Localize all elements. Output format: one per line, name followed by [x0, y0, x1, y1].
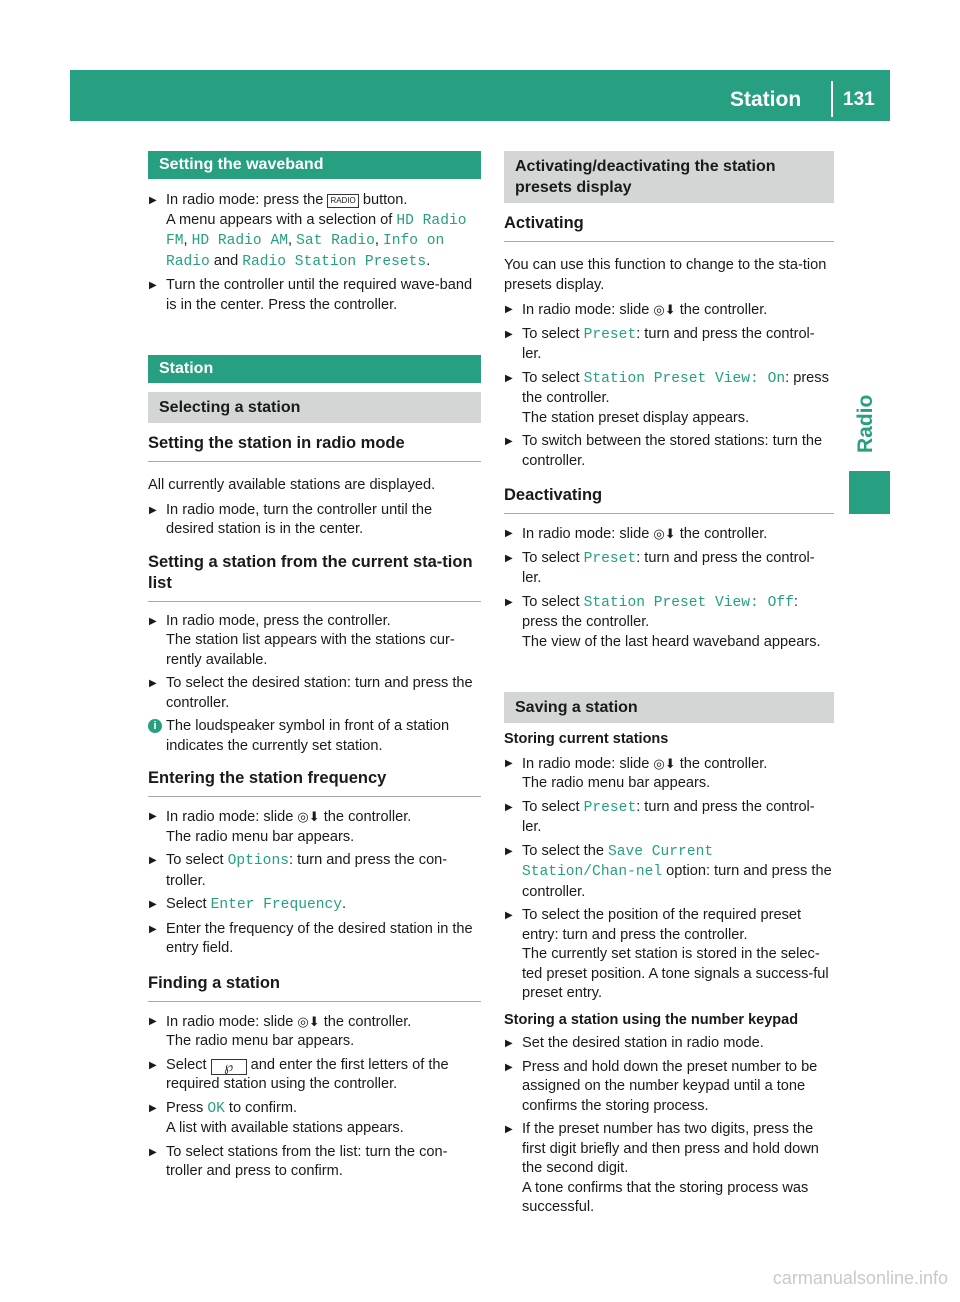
menu-item-options: Options: [227, 853, 289, 869]
menu-item-hd-am: HD Radio AM: [191, 233, 288, 249]
list-item: ▶ To select stations from the list: turn the con-troller and press to confirm.: [148, 1143, 481, 1182]
menu-item-info: Info on Radio: [166, 233, 445, 270]
heading-saving: Saving a station: [504, 692, 834, 723]
menu-item-preset-view-on: Station Preset View: On: [583, 370, 786, 387]
storing-current-steps: [504, 754, 834, 1004]
list-item: ▶ To select Preset: turn and press the control-ler.: [504, 549, 834, 589]
info-icon: i: [148, 719, 162, 733]
heading-setting-radio: Setting the station in radio mode: [148, 433, 481, 462]
chapter-marker: [849, 471, 890, 514]
subheading-storing-keypad: Storing a station using the number keypad: [504, 1011, 799, 1028]
list-item: ▶ To select Station Preset View: On: press the controller. The station preset display appears.: [504, 369, 834, 429]
header-divider: [831, 81, 833, 117]
right-column: [504, 151, 834, 1218]
radio-button-icon: RADIO: [327, 194, 358, 208]
list-item: ▶ In radio mode: slide ◎⬇ the controller.: [504, 300, 834, 321]
heading-from-list: Setting a station from the current sta-tion list: [148, 552, 481, 602]
heading-activating: Activating: [504, 213, 834, 242]
heading-deactivating: Deactivating: [504, 485, 834, 514]
list-item: ▶ If the preset number has two digits, press the first digit briefly and then press and hold down the second digit. A tone confirms that the storing process was successful.: [504, 1120, 834, 1218]
list-item: ▶ In radio mode, press the controller. The station list appears with the stations cur-rently available.: [148, 612, 481, 671]
waveband-steps: [148, 191, 481, 315]
controller-slide-icon: ◎⬇: [653, 302, 676, 317]
section-title: Station: [730, 88, 802, 111]
list-item: ▶ To select Station Preset View: Off: press the controller. The view of the last heard waveband appears.: [504, 593, 834, 653]
list-item: ▶ Select Enter Frequency.: [148, 895, 481, 916]
chapter-label: Radio: [854, 394, 877, 453]
info-note: i The loudspeaker symbol in front of a station indicates the currently set station.: [148, 717, 481, 756]
frequency-steps: [148, 807, 481, 959]
controller-slide-icon: ◎⬇: [297, 1013, 320, 1029]
heading-activating-deactivating: Activating/deactivating the station presets display: [504, 151, 834, 203]
menu-item-sat: Sat Radio: [296, 233, 375, 249]
from-list-steps: [148, 612, 481, 714]
menu-item-save-current-station: Save Current Station/Chan-nel: [522, 843, 714, 880]
list-item: ▶ In radio mode: slide ◎⬇ the controller. The radio menu bar appears.: [148, 1012, 481, 1052]
heading-waveband: Setting the waveband: [148, 151, 481, 179]
controller-slide-icon: ◎⬇: [653, 755, 676, 771]
list-item: ▶ To select the desired station: turn and press the controller.: [148, 674, 481, 713]
heading-frequency: Entering the station frequency: [148, 768, 481, 797]
paragraph: All currently available stations are displayed.: [148, 477, 436, 493]
list-item: ▶ In radio mode: slide ◎⬇ the controller.: [504, 524, 834, 545]
subheading-storing-current: Storing current stations: [504, 731, 669, 747]
menu-item-ok: OK: [207, 1100, 225, 1117]
list-item: ▶ In radio mode, turn the controller until the desired station is in the center.: [148, 501, 481, 540]
list-item: ▶ Set the desired station in radio mode.: [504, 1034, 834, 1054]
deactivating-steps: [504, 524, 834, 652]
search-icon: ℘: [211, 1059, 247, 1075]
setting-radio-steps: [148, 501, 481, 540]
list-item: ▶ Select ℘ and enter the first letters of the required station using the controller.: [148, 1056, 481, 1095]
paragraph: You can use this function to change to the sta-tion presets display.: [504, 257, 827, 293]
heading-station: Station: [148, 355, 481, 383]
list-item: ▶ To switch between the stored stations: turn the controller.: [504, 432, 834, 471]
menu-item-enter-frequency: Enter Frequency: [210, 897, 342, 913]
heading-selecting: Selecting a station: [148, 392, 481, 423]
list-item: ▶ Turn the controller until the required wave-band is in the center. Press the controller.: [148, 276, 481, 315]
left-column: [148, 151, 481, 1182]
menu-item-presets: Radio Station Presets: [242, 253, 427, 270]
list-item: ▶ In radio mode: press the RADIO button. A menu appears with a selection of HD Radio FM, HD Radio AM, Sat Radio, Info on Radio and Radio Station Presets.: [148, 191, 481, 272]
list-item: ▶ Enter the frequency of the desired station in the entry field.: [148, 920, 481, 959]
menu-item-preset: Preset: [583, 550, 637, 567]
list-item: ▶ To select the position of the required preset entry: turn and press the controller. The currently set station is stored in the selec-ted preset position. A tone signals a success-ful preset entry.: [504, 906, 834, 1004]
watermark: carmanualsonline.info: [772, 1267, 948, 1288]
controller-slide-icon: ◎⬇: [653, 526, 676, 541]
menu-item-preset: Preset: [583, 326, 637, 343]
storing-keypad-steps: [504, 1034, 834, 1218]
controller-slide-icon: ◎⬇: [297, 809, 320, 824]
list-item: ▶ To select Options: turn and press the con-troller.: [148, 851, 481, 891]
menu-item-preset-view-off: Station Preset View: Off: [583, 594, 794, 611]
list-item: ▶ To select Preset: turn and press the control-ler.: [504, 325, 834, 365]
list-item: ▶ To select the Save Current Station/Chan-nel option: turn and press the controller.: [504, 842, 834, 903]
list-item: ▶ Press OK to confirm. A list with available stations appears.: [148, 1099, 481, 1139]
finding-steps: [148, 1012, 481, 1182]
menu-item-hd-fm: HD Radio FM: [166, 212, 467, 249]
list-item: ▶ Press and hold down the preset number to be assigned on the number keypad until a tone confirms the storing process.: [504, 1058, 834, 1117]
heading-finding: Finding a station: [148, 973, 481, 1002]
menu-item-preset: Preset: [583, 799, 637, 816]
list-item: ▶ In radio mode: slide ◎⬇ the controller. The radio menu bar appears.: [504, 754, 834, 794]
list-item: ▶ In radio mode: slide ◎⬇ the controller. The radio menu bar appears.: [148, 807, 481, 847]
list-item: ▶ To select Preset: turn and press the control-ler.: [504, 798, 834, 838]
page-number: 131: [843, 89, 875, 110]
activating-steps: [504, 300, 834, 471]
side-tab-gap: [849, 128, 890, 358]
